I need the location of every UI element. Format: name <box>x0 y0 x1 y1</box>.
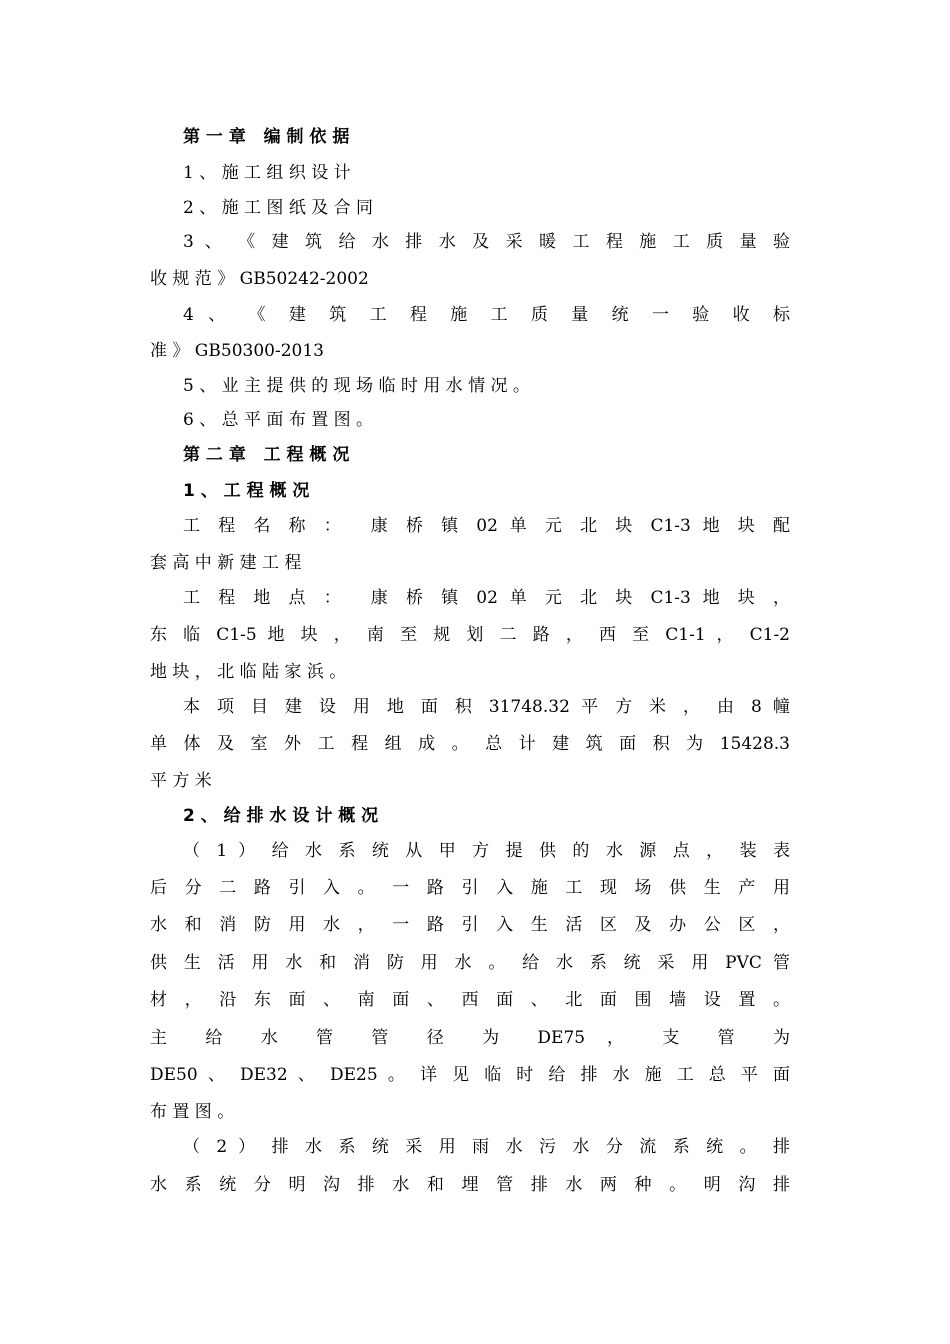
section-2-line: 水 系 统 分 明 沟 排 水 和 埋 管 排 水 两 种 。 明 沟 排 <box>150 1175 790 1195</box>
chapter-1-item-2: 2 、 施 工 图 纸 及 合 同 <box>183 198 374 218</box>
section-2-heading: 2 、 给 排 水 设 计 概 况 <box>183 806 379 826</box>
section-2-line: 材 ， 沿 东 面 、 南 面 、 西 面 、 北 面 围 墙 设 置 。 <box>150 990 790 1010</box>
section-1-line: 平 方 米 <box>150 771 212 791</box>
section-1-line: 本 项 目 建 设 用 地 面 积 31748.32 平 方 米 ， 由 8 幢 <box>183 697 790 717</box>
section-2-line: （ 2 ） 排 水 系 统 采 用 雨 水 污 水 分 流 系 统 。 排 <box>183 1137 790 1157</box>
section-2-line: 供 生 活 用 水 和 消 防 用 水 。 给 水 系 统 采 用 PVC 管 <box>150 953 790 973</box>
section-2-line: 水 和 消 防 用 水 ， 一 路 引 入 生 活 区 及 办 公 区 ， <box>150 915 790 935</box>
section-2-line: 主 给 水 管 管 径 为 DE75 ， 支 管 为 <box>150 1028 790 1048</box>
section-1-line: 东 临 C1-5 地 块 ， 南 至 规 划 二 路 ， 西 至 C1-1 ， C1-2 <box>150 625 790 645</box>
chapter-1-item-5: 5 、 业 主 提 供 的 现 场 临 时 用 水 情 况 。 <box>183 376 530 396</box>
chapter-1-title: 第 一 章 编 制 依 据 <box>183 127 350 147</box>
section-1-line: 地 块 ， 北 临 陆 家 浜 。 <box>150 662 347 682</box>
chapter-1-item-1: 1 、 施 工 组 织 设 计 <box>183 163 351 183</box>
chapter-1-item-4: 4 、 《 建 筑 工 程 施 工 质 量 统 一 验 收 标 <box>183 305 790 325</box>
section-2-line: 后 分 二 路 引 入 。 一 路 引 入 施 工 现 场 供 生 产 用 <box>150 878 790 898</box>
chapter-2-title: 第 二 章 工 程 概 况 <box>183 445 350 465</box>
section-1-line: 单 体 及 室 外 工 程 组 成 。 总 计 建 筑 面 积 为 15428.3 <box>150 734 790 754</box>
section-2-line: （ 1 ） 给 水 系 统 从 甲 方 提 供 的 水 源 点 ， 装 表 <box>183 841 790 861</box>
section-1-heading: 1 、 工 程 概 况 <box>183 481 310 501</box>
chapter-1-item-4-cont: 准 》 GB50300-2013 <box>150 341 324 361</box>
section-1-line: 工 程 地 点 ： 康 桥 镇 02 单 元 北 块 C1-3 地 块 ， <box>183 588 790 608</box>
section-2-line: DE50 、 DE32 、 DE25 。 详 见 临 时 给 排 水 施 工 总 平 面 <box>150 1065 790 1085</box>
section-1-line: 工 程 名 称 ： 康 桥 镇 02 单 元 北 块 C1-3 地 块 配 <box>183 516 790 536</box>
section-1-line: 套 高 中 新 建 工 程 <box>150 553 302 573</box>
section-2-line: 布 置 图 。 <box>150 1102 235 1122</box>
chapter-1-item-3-cont: 收 规 范 》 GB50242-2002 <box>150 269 369 289</box>
chapter-1-item-3: 3 、 《 建 筑 给 水 排 水 及 采 暖 工 程 施 工 质 量 验 <box>183 232 790 252</box>
chapter-1-item-6: 6 、 总 平 面 布 置 图 。 <box>183 410 374 430</box>
